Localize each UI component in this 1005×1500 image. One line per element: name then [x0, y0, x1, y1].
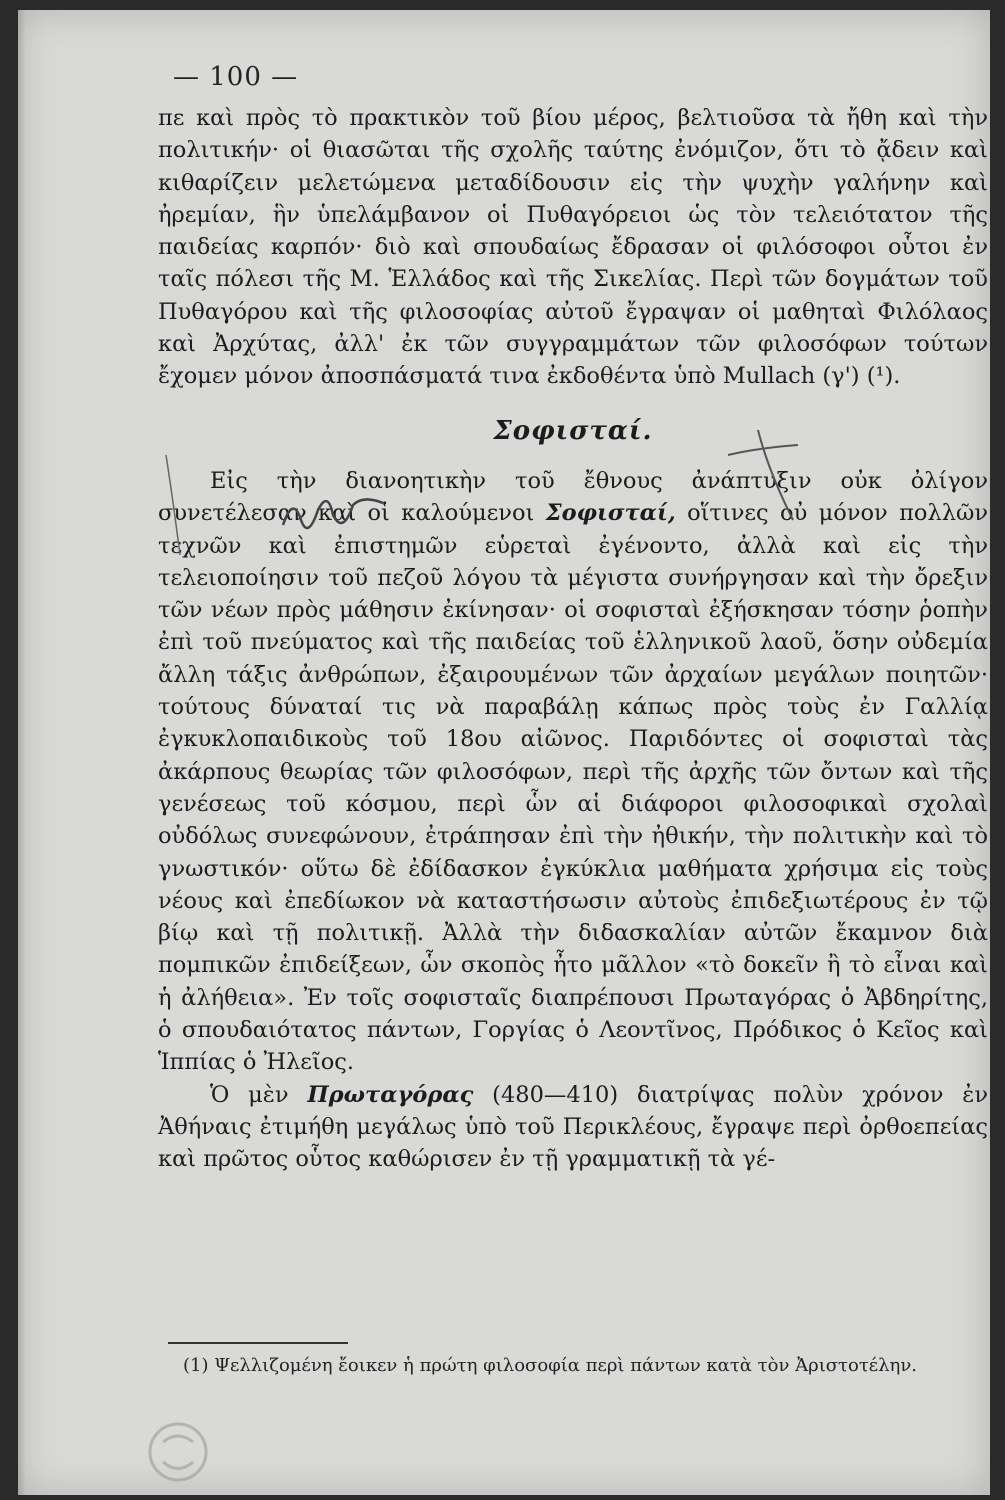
- page-edge-shadow: [18, 10, 26, 1495]
- paragraph-protagoras: [158, 1079, 988, 1176]
- pencil-margin-line: [158, 450, 188, 560]
- pencil-scribble: [273, 485, 403, 545]
- protagoras-text-start: Ὁ μὲν: [210, 1081, 308, 1108]
- protagoras-name: Πρωταγόρας: [307, 1081, 474, 1108]
- book-page: [18, 10, 990, 1495]
- paragraph-pythagoreans: πε καὶ πρὸς τὸ πρακτικὸν τοῦ βίου μέρος, βελτιοῦσα τὰ ἤθη καὶ τὴν πολιτικήν· οἱ θιασῶται τῆς σχολῆς ταύτης ἐνόμιζον, ὅτι τὸ ᾄδειν καὶ κιθαρίζειν μελετώμενα μεταδίδουσιν εἰς τὴν ψυχὴν γαλήνην καὶ ἠρεμίαν, ἣν ὑπελάμβανον οἱ Πυθαγόρειοι ὡς τὸν τελειότατον τῆς παιδείας καρπόν· διὸ καὶ σπουδαίως ἔδρασαν οἱ φιλόσοφοι οὗτοι ἐν ταῖς πόλεσι τῆς Μ. Ἑλλάδος καὶ τῆς Σικελίας. Περὶ τῶν δογμάτων τοῦ Πυθαγόρου καὶ τῆς φιλοσοφίας αὐτοῦ ἔγραψαν οἱ μαθηταὶ Φιλόλαος καὶ Ἀρχύτας, ἀλλ' ἐκ τῶν συγγραμμάτων τῶν φιλοσόφων τούτων ἔχομεν μόνον ἀποσπάσματά τινα ἐκδοθέντα ὑπὸ Mullach (γ') (¹).: [158, 105, 988, 390]
- pencil-check-mark: [708, 420, 828, 530]
- sophists-text-start: Εἰς τὴν διανοητικὴν τοῦ ἔθνους ἀνάπτυξιν οὐκ ὀλίγον συνετέλεσαν καὶ οἱ καλούμενοι: [158, 467, 988, 527]
- paragraph-sophists: [158, 465, 988, 1079]
- protagoras-text-rest: (480—410) διατρίψας πολὺν χρόνον ἐν Ἀθήναις ἐτιμήθη μεγάλως ὑπὸ τοῦ Περικλέους, ἔγραψε περὶ ὀρθοεπείας καὶ πρῶτος οὗτος καθώρισεν ἐν τῇ γραμματικῇ τὰ γέ-: [158, 1081, 989, 1173]
- page-number: — 100 —: [173, 62, 299, 92]
- sophists-text-rest: οἵτινες οὐ μόνον πολλῶν τεχνῶν καὶ ἐπιστημῶν εὑρεταὶ ἐγένοντο, ἀλλὰ καὶ εἰς τὴν τελειοποίησιν τοῦ πεζοῦ λόγου τὰ μέγιστα συνήργησαν καὶ τὴν ὄρεξιν τῶν νέων πρὸς μάθησιν ἐκίνησαν· οἱ σοφισταὶ ἐξήσκησαν τόσην ῥοπὴν ἐπὶ τοῦ πνεύματος καὶ τῆς παιδείας τοῦ ἑλληνικοῦ λαοῦ, ὅσην οὐδεμία ἄλλη τάξις ἀνθρώπων, ἐξαιρουμένων τῶν ἀρχαίων μεγάλων ποιητῶν· τούτους δύναταί τις νὰ παραβάλῃ κάπως πρὸς τοὺς ἐν Γαλλίᾳ ἐγκυκλοπαιδικοὺς τοῦ 18ου αἰῶνος. Παριδόντες οἱ σοφισταὶ τὰς ἀκάρπους θεωρίας τῶν φιλοσόφων, περὶ τῆς ἀρχῆς τῶν ὄντων καὶ τῆς γενέσεως τοῦ κόσμου, περὶ ὧν αἱ διάφοροι φιλοσοφικαὶ σχολαὶ οὐδόλως συνεφώνουν, ἐτράπησαν ἐπὶ τὴν ἠθικήν, τὴν πολιτικὴν καὶ τὸ γνωστικόν· οὕτω δὲ ἐδίδασκον ἐγκύκλια μαθήματα χρήσιμα εἰς τοὺς νέους καὶ ἐπεδίωκον νὰ καταστήσωσιν αὐτοὺς ἐπιδεξιωτέρους ἐν τῷ βίῳ καὶ τῇ πολιτικῇ. Ἀλλὰ τὴν διδασκαλίαν αὐτῶν ἔκαμνον διὰ πομπικῶν ἐπιδείξεων, ὧν σκοπὸς ἦτο μᾶλλον «τὸ δοκεῖν ἢ τὸ εἶναι καὶ ἡ ἀλήθεια». Ἐν τοῖς σοφισταῖς διαπρέπουσι Πρωταγόρας ὁ Ἀβδηρίτης, ὁ σπουδαιότατος πάντων, Γοργίας ὁ Λεοντῖνος, Πρόδικος ὁ Κεῖος καὶ Ἱππίας ὁ Ἠλεῖος.: [158, 500, 989, 1076]
- section-heading: Σοφισταί.: [493, 415, 653, 446]
- footnote-divider: [168, 1342, 348, 1344]
- sophists-term: Σοφισταί,: [545, 500, 676, 527]
- main-text: [158, 102, 988, 1176]
- footnote: (1) Ψελλιζομένη ἔοικεν ἡ πρώτη φιλοσοφία περὶ πάντων κατὰ τὸν Ἀριστοτέλην.: [183, 1355, 917, 1376]
- faded-stamp: [138, 1420, 218, 1485]
